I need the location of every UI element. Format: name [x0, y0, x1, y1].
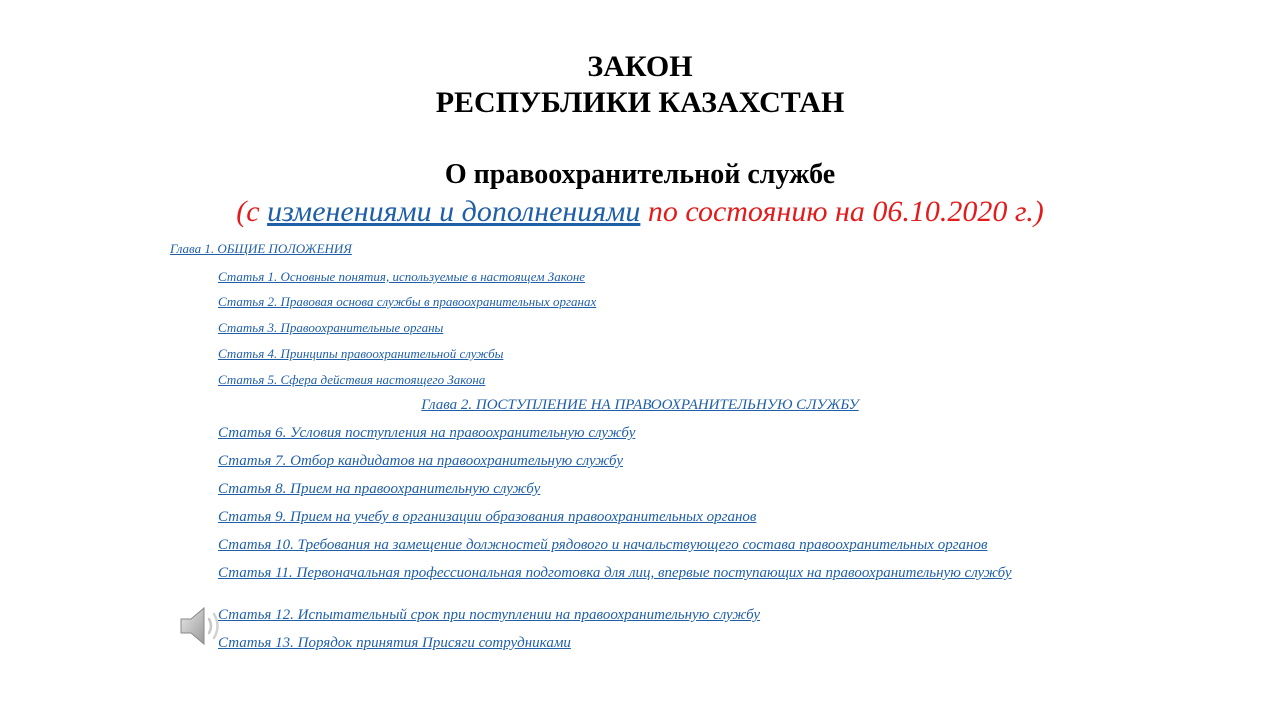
amendments-link[interactable]: изменениями и дополнениями [267, 195, 641, 228]
law-title: О правоохранительной службе [444, 159, 836, 190]
toc-article-9[interactable]: Статья 9. Прием на учебу в организации образования правоохранительных органов [218, 509, 757, 525]
toc-chapter-1[interactable]: Глава 1. ОБЩИЕ ПОЛОЖЕНИЯ [170, 241, 352, 256]
toc-article-4[interactable]: Статья 4. Принципы правоохранительной службы [218, 346, 504, 361]
toc-article-1[interactable]: Статья 1. Основные понятия, используемые в настоящем Законе [218, 269, 586, 284]
toc-article-6[interactable]: Статья 6. Условия поступления на правоохранительную службу [218, 425, 636, 441]
toc-article-3[interactable]: Статья 3. Правоохранительные органы [218, 320, 444, 335]
toc-article-7[interactable]: Статья 7. Отбор кандидатов на правоохранительную службу [218, 453, 623, 469]
toc-article-11[interactable]: Статья 11. Первоначальная профессиональная подготовка для лиц, впервые поступающих на правоохранительную службу [218, 565, 1012, 581]
law-heading-line2: РЕСПУБЛИКИ КАЗАХСТАН [435, 86, 845, 119]
speaker-icon[interactable] [178, 604, 226, 648]
toc-article-8[interactable]: Статья 8. Прием на правоохранительную службу [218, 481, 541, 497]
toc-article-12[interactable]: Статья 12. Испытательный срок при поступлении на правоохранительную службу [218, 607, 761, 623]
amendment-note-open: (с [236, 195, 268, 228]
law-heading-line1: ЗАКОН [587, 50, 693, 83]
toc-article-2[interactable]: Статья 2. Правовая основа службы в правоохранительных органах [218, 294, 597, 309]
amendment-note-rest: по состоянию на 06.10.2020 г.) [640, 195, 1044, 228]
toc-chapter-2[interactable]: Глава 2. ПОСТУПЛЕНИЕ НА ПРАВООХРАНИТЕЛЬНУЮ СЛУЖБУ [421, 397, 859, 413]
toc-article-5[interactable]: Статья 5. Сфера действия настоящего Закона [218, 372, 486, 387]
toc-article-10[interactable]: Статья 10. Требования на замещение должностей рядового и начальствующего состава правоохранительных органов [218, 537, 988, 553]
amendment-note [0, 194, 1280, 230]
toc-article-13[interactable]: Статья 13. Порядок принятия Присяги сотрудниками [218, 635, 571, 651]
